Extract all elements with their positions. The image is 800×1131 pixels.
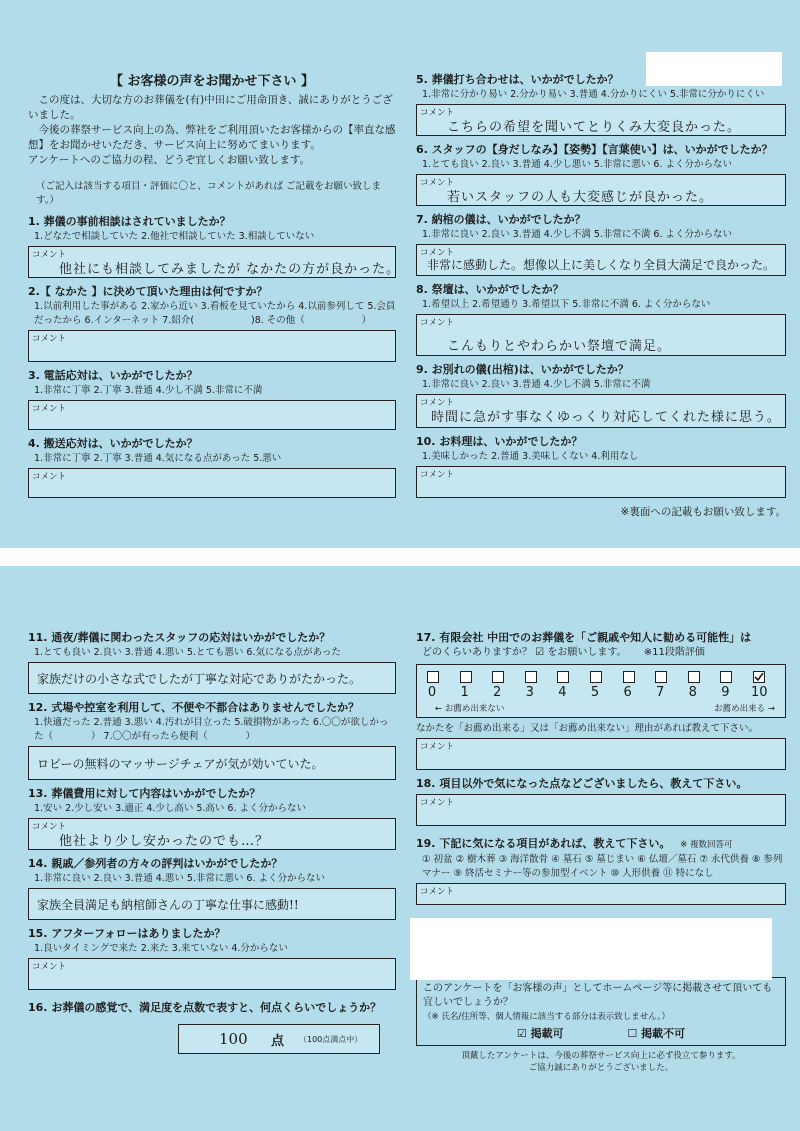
scale-checkbox[interactable]	[623, 671, 635, 683]
question-title: 16. お葬儀の感覚で、満足度を点数で表すと、何点くらいでしょうか？	[28, 1001, 382, 1014]
scale-checkbox[interactable]	[460, 671, 472, 683]
question-13	[28, 786, 396, 850]
multi-answer-note: ※ 複数回答可	[680, 840, 733, 850]
scale-checkbox[interactable]	[492, 671, 504, 683]
comment-label: コメント	[420, 887, 455, 897]
handwritten-comment: 家族だけの小さな式でしたが丁寧な対応でありがたかった。	[37, 672, 362, 686]
question-title: 14. 親戚／参列者の方々の評判はいかがでしたか？	[28, 857, 283, 870]
comment-box[interactable]	[28, 746, 396, 780]
question-subtitle	[416, 646, 786, 660]
question-12	[28, 700, 396, 780]
question-options: 1.とても良い 2.良い 3.普通 4.少し悪い 5.非常に悪い 6. よく分からない	[422, 159, 733, 170]
score-note: （100点満点中）	[299, 1035, 363, 1044]
question-14	[28, 856, 396, 920]
question-options: 1.非常に良い 2.良い 3.普通 4.悪い 5.非常に悪い 6. よく分からない	[34, 873, 326, 884]
question-title: 2.【 なかた 】に決めて頂いた理由は何ですか？	[28, 285, 268, 298]
survey-back-page	[0, 566, 800, 1131]
scale-number: 3	[525, 685, 534, 700]
comment-box[interactable]	[28, 246, 401, 278]
comment-label: コメント	[420, 398, 455, 408]
scale-number: 1	[460, 685, 469, 700]
question-5	[416, 72, 786, 136]
instruction-note: （ご記入は該当する項目・評価に〇と、コメントがあれば ご記載をお願い致します。）	[36, 181, 382, 206]
question-options: ① 初盆 ② 樹木葬 ③ 海洋散骨 ④ 墓石 ⑤ 墓じまい ⑥ 仏壇／墓石 ⑦ 永代供養 ⑧ 参列マナー ⑨ 終活セミナー等の参加型イベント ⑩ 人形供養 ⑪ 特になし	[422, 854, 783, 879]
question-title: 7. 納棺の儀は、いかがでしたか？	[416, 213, 586, 226]
question-7	[416, 212, 786, 276]
question-17	[416, 630, 786, 770]
question-title: 5. 葬儀打ち合わせは、いかがでしたか？	[416, 73, 619, 86]
comment-box[interactable]	[28, 662, 396, 694]
comment-box[interactable]	[28, 400, 396, 430]
back-side-note: ※裏面への記載もお願い致します。	[620, 506, 786, 518]
comment-label: コメント	[32, 404, 67, 414]
scale-checkbox[interactable]	[427, 671, 439, 683]
question-options: 1.非常に分かり易い 2.分かり易い 3.普通 4.分かりにくい 5.非常に分かりにくい	[422, 89, 765, 100]
scale-checkbox[interactable]	[557, 671, 569, 683]
question-10	[416, 434, 786, 498]
right-scale-label: お薦め出来る →	[714, 704, 775, 714]
comment-box[interactable]	[28, 468, 396, 498]
handwritten-comment: こんもりとやわらかい祭壇で満足。	[447, 339, 672, 354]
question-title: 4. 搬送応対は、いかがでしたか？	[28, 437, 198, 450]
comment-box[interactable]	[28, 330, 396, 362]
question-options: 1.以前利用した事がある 2.家から近い 3.看板を見ていたから 4.以前参列して 5.会員だったから 6.インターネット 7.紹介( )8. その他（ ）	[34, 301, 396, 326]
score-box[interactable]	[178, 1024, 380, 1054]
handwritten-comment: 若いスタッフの人も大変感じが良かった。	[447, 190, 714, 205]
front-left-column	[28, 70, 401, 504]
subtitle-text: どのくらいありますか？ ☑ をお願いします。	[422, 647, 627, 658]
question-options: 1.非常に丁寧 2.丁寧 3.普通 4.気になる点があった 5.悪い	[34, 453, 282, 464]
scale-checkbox[interactable]	[525, 671, 537, 683]
comment-box[interactable]	[416, 174, 786, 206]
comment-box[interactable]	[28, 888, 396, 920]
comment-box[interactable]	[416, 104, 786, 136]
question-options: 1.安い 2.少し安い 3.適正 4.少し高い 5.高い 6. よく分からない	[34, 803, 307, 814]
comment-label: コメント	[420, 178, 455, 188]
comment-label: コメント	[32, 472, 67, 482]
question-1	[28, 214, 401, 278]
question-6	[416, 142, 786, 206]
question-options: 1.とても良い 2.良い 3.普通 4.悪い 5.とても悪い 6.気になる点があった	[34, 647, 341, 658]
publish-allow-checkbox[interactable]: ☑ 掲載可	[516, 1027, 564, 1040]
scale-checkbox[interactable]	[753, 671, 765, 683]
left-scale-label: ← お薦め出来ない	[435, 704, 505, 714]
scale-checkbox[interactable]	[720, 671, 732, 683]
question-2	[28, 284, 396, 362]
comment-box[interactable]	[416, 394, 786, 428]
handwritten-comment: 非常に感動した。想像以上に美しくなり全員大満足で良かった。	[427, 258, 776, 272]
question-19	[416, 836, 786, 905]
publish-deny-checkbox[interactable]: ☐ 掲載不可	[627, 1027, 686, 1040]
publish-note: （※ 氏名/住所等、個人情報に該当する部分は表示致しません。）	[423, 1012, 670, 1022]
question-options: 1.美味しかった 2.普通 3.美味しくない 4.利用なし	[422, 451, 639, 462]
comment-label: コメント	[32, 822, 67, 832]
question-options: 1.希望以上 2.希望通り 3.希望以下 5.非常に不満 6. よく分からない	[422, 299, 711, 310]
handwritten-comment: 家族全員満足も納棺師さんの丁寧な仕事に感動!!	[37, 898, 299, 912]
scale-number: 2	[493, 685, 502, 700]
scale-note: ※11段階評価	[643, 647, 705, 658]
scale-number: 4	[558, 685, 567, 700]
scale-checkbox[interactable]	[590, 671, 602, 683]
scale-number: 9	[721, 685, 730, 700]
question-title: 1. 葬儀の事前相談はされていましたか？	[28, 215, 231, 228]
question-16	[28, 1000, 396, 1054]
question-options: 1.非常に良い 2.良い 3.普通 4.少し不満 5.非常に不満 6. よく分からない	[422, 229, 733, 240]
publish-consent-box	[416, 977, 786, 1046]
question-3	[28, 368, 396, 430]
intro-line: 今後の葬祭サービス向上の為、弊社をご利用頂いたお客様からの【率直な感想】をお聞かせいただき、サービス向上に努めてまいります。	[28, 124, 396, 151]
comment-box[interactable]	[416, 244, 786, 276]
comment-label: コメント	[420, 108, 455, 118]
question-title	[416, 836, 786, 853]
question-title: 9. お別れの儀(出棺)は、いかがでしたか？	[416, 363, 629, 376]
question-title: 8. 祭壇は、いかがでしたか？	[416, 283, 564, 296]
scale-number: 0	[427, 685, 437, 700]
recommend-scale	[416, 664, 786, 718]
comment-label: コメント	[32, 250, 67, 260]
question-8	[416, 282, 786, 356]
handwritten-comment: 他社より少し安かったのでも…？	[59, 834, 270, 849]
front-right-column	[416, 72, 786, 519]
question-options: 1.どなたで相談していた 2.他社で相談していた 3.相談していない	[34, 231, 315, 242]
comment-label: コメント	[420, 470, 455, 480]
question-title: 18. 項目以外で気になった点などございましたら、教えて下さい。	[416, 777, 748, 790]
comment-box[interactable]	[416, 738, 786, 770]
comment-label: コメント	[32, 962, 67, 972]
publish-question: このアンケートを「お客様の声」としてホームページ等に掲載させて頂いても宜しいでしょうか？	[423, 983, 773, 1008]
comment-box[interactable]	[416, 883, 786, 905]
scale-number: 7	[656, 685, 665, 700]
comment-label: コメント	[420, 248, 455, 258]
scale-number: 5	[590, 685, 600, 700]
publish-options	[423, 1027, 779, 1041]
redacted-area	[410, 918, 772, 980]
footer-text	[416, 1050, 786, 1074]
survey-title: 【 お客様の声をお聞かせ下さい 】	[109, 74, 315, 89]
scale-number: 10	[751, 685, 768, 700]
handwritten-comment: こちらの希望を聞いてとりくみ大変良かった。	[447, 120, 742, 135]
question-options: 1.非常に良い 2.良い 3.普通 4.少し不満 5.非常に不満	[422, 379, 651, 390]
question-title: 12. 式場や控室を利用して、不便や不都合はありませんでしたか？	[28, 701, 360, 714]
handwritten-comment: 時間に急がす事なくゆっくり対応してくれた様に思う。	[431, 410, 781, 425]
question-title: 17. 有限会社 中田でのお葬儀を「ご親戚や知人に勧める可能性」は	[416, 631, 752, 644]
question-4	[28, 436, 396, 498]
comment-label: コメント	[420, 798, 455, 808]
scale-checkbox[interactable]	[655, 671, 667, 683]
back-right-column	[416, 630, 786, 1074]
question-9	[416, 362, 786, 428]
comment-box[interactable]	[416, 466, 786, 498]
question-15	[28, 926, 396, 990]
scale-checkbox[interactable]	[688, 671, 700, 683]
scale-number: 6	[623, 685, 632, 700]
score-value: 100	[219, 1030, 248, 1048]
question-title: 11. 通夜/葬儀に関わったスタッフの応対はいかがでしたか？	[28, 631, 331, 644]
intro-line: アンケートへのご協力の程、どうぞ宜しくお願い致します。	[28, 154, 311, 166]
comment-label: コメント	[420, 742, 455, 752]
comment-label: コメント	[420, 318, 455, 328]
back-left-column	[28, 630, 396, 1054]
comment-box[interactable]	[28, 958, 396, 990]
intro-line: この度は、大切な方のお葬儀を(有)中田にご用命頂き、誠にありがとうございました。	[28, 94, 393, 121]
question-title: 10. お料理は、いかがでしたか？	[416, 435, 583, 448]
footer-line: ご協力誠にありがとうございました。	[528, 1063, 674, 1073]
handwritten-comment: ロビーの無料のマッサージチェアが気が効いていた。	[37, 757, 324, 771]
intro-text	[28, 93, 396, 168]
question-options: 1.良いタイミングで来た 2.来た 3.来ていない 4.分からない	[34, 943, 288, 954]
question-title: 3. 電話応対は、いかがでしたか？	[28, 369, 198, 382]
question-11	[28, 630, 396, 694]
survey-front-page	[0, 0, 800, 548]
question-options: 1.非常に丁寧 2.丁寧 3.普通 4.少し不満 5.非常に不満	[34, 385, 263, 396]
handwritten-comment: 他社にも相談してみましたが なかたの方が良かった。	[59, 262, 401, 277]
question-18	[416, 776, 786, 826]
footer-line: 頂戴したアンケートは、今後の葬祭サービス向上に必ず役立て参ります。	[461, 1051, 741, 1061]
comment-box[interactable]	[28, 818, 396, 850]
scale-number: 8	[688, 685, 697, 700]
question-title: 6. スタッフの【身だしなみ】【姿勢】【言葉使い】は、いかがでしたか？	[416, 143, 773, 156]
comment-box[interactable]	[416, 314, 786, 356]
question-options: 1.快適だった 2.普通 3.悪い 4.汚れが目立った 5.破損物があった 6.〇〇が欲しかった（ ） 7.〇〇が有ったら便利（ ）	[34, 717, 389, 742]
reason-question: なかたを「お薦め出来る」又は「お薦め出来ない」理由があれば教えて下さい。	[416, 723, 759, 734]
score-unit: 点	[271, 1034, 285, 1049]
q19-title-text: 19. 下記に気になる項目があれば、教えて下さい。	[416, 837, 671, 850]
comment-label: コメント	[32, 334, 67, 344]
question-title: 13. 葬儀費用に対して内容はいかがでしたか？	[28, 787, 261, 800]
question-title: 15. アフターフォローはありましたか？	[28, 927, 226, 940]
comment-box[interactable]	[416, 794, 786, 826]
